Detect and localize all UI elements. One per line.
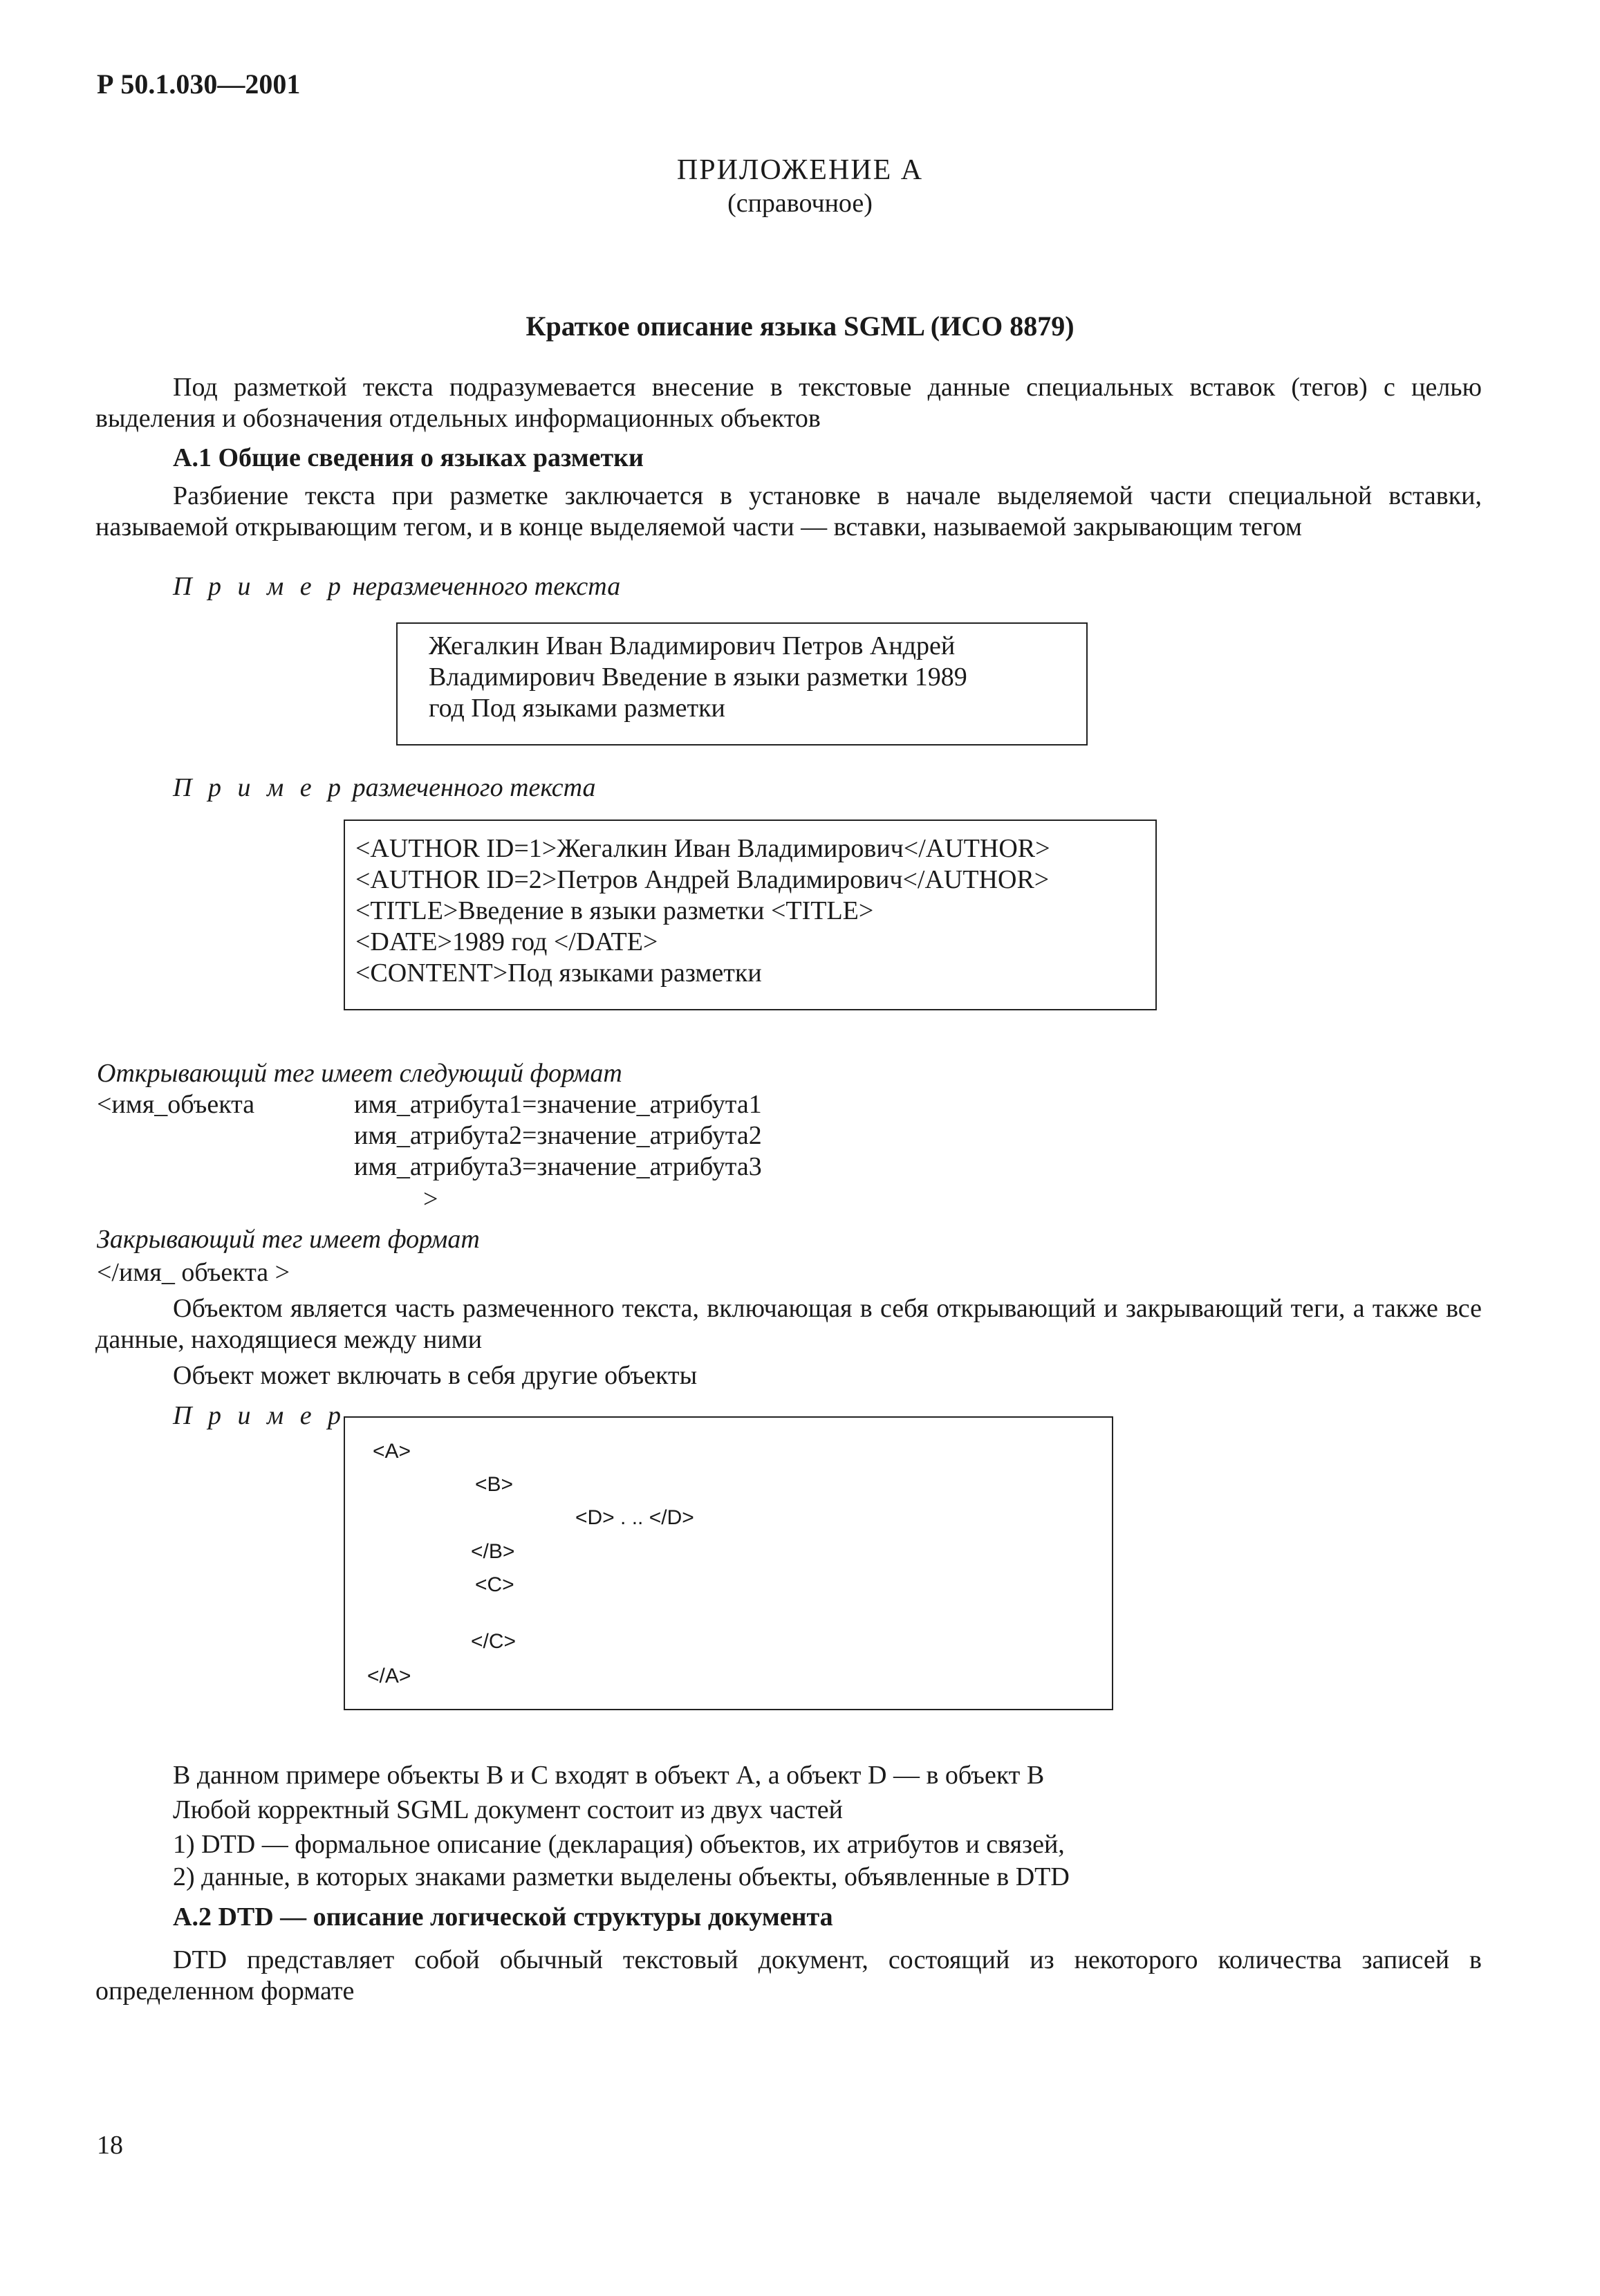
section-a1-heading: А.1 Общие сведения о языках разметки (173, 443, 644, 472)
example3-tag: <C> (475, 1573, 514, 1596)
example3-tag: </B> (471, 1540, 515, 1563)
example2-box (344, 820, 1157, 1010)
example1-line: Жегалкин Иван Владимирович Петров Андрей (429, 631, 956, 660)
after-example-line: Любой корректный SGML документ состоит из двух частей (173, 1795, 843, 1824)
example3-tag: <D> . .. </D> (575, 1506, 694, 1529)
example1-line: Владимирович Введение в языки разметки 1989 (429, 663, 967, 692)
main-title: Краткое описание языка SGML (ИСО 8879) (525, 311, 1075, 342)
standard-code: Р 50.1.030—2001 (97, 68, 301, 100)
example2-line: <AUTHOR ID=2>Петров Андрей Владимирович</AUTHOR> (355, 865, 1050, 894)
object-definition: Объектом является часть размеченного текста, включающая в себя открывающий и закрывающий теги, а также все данные, находящиеся между ними (95, 1294, 1482, 1354)
example3-tag: </A> (367, 1665, 411, 1687)
close-tag-format: </имя_ объекта > (97, 1258, 290, 1287)
example2-label (173, 772, 596, 803)
example2-line: <DATE>1989 год </DATE> (355, 927, 658, 956)
example3-label: П р и м е р (173, 1401, 346, 1430)
open-tag-name: <имя_объекта (97, 1090, 255, 1119)
section-a2-heading: А.2 DTD — описание логической структуры документа (173, 1902, 833, 1932)
after-example-line: В данном примере объекты В и С входят в объект А, а объект D — в объект В (173, 1761, 1045, 1790)
open-tag-attr: имя_атрибута1=значение_атрибута1 (354, 1090, 762, 1119)
section-a2-paragraph: DTD представляет собой обычный текстовый документ, состоящий из некоторого количества записей в определенном формате (95, 1945, 1482, 2006)
open-tag-attr: имя_атрибута3=значение_атрибута3 (354, 1152, 762, 1181)
example1-box (396, 622, 1088, 746)
example2-label-rest: размеченного текста (352, 773, 596, 802)
example1-line: год Под языками разметки (429, 694, 725, 723)
example2-line: <CONTENT>Под языками разметки (355, 959, 762, 988)
example3-tag: <A> (373, 1440, 411, 1463)
appendix-title: ПРИЛОЖЕНИЕ А (676, 154, 924, 186)
example1-label (173, 571, 620, 602)
appendix-subtitle: (справочное) (727, 189, 873, 218)
open-tag-attr: имя_атрибута2=значение_атрибута2 (354, 1121, 762, 1150)
example3-tag: <B> (475, 1473, 514, 1496)
example3-box (344, 1416, 1113, 1710)
after-example-line: 2) данные, в которых знаками разметки выделены объекты, объявленные в DTD (173, 1862, 1070, 1891)
example1-label-rest: неразмеченного текста (352, 572, 621, 601)
example2-line: <TITLE>Введение в языки разметки <TITLE> (355, 896, 874, 925)
section-a1-paragraph: Разбиение текста при разметке заключается в установке в начале выделяемой части специальной вставки, называемой открывающим тегом, и в конце выделяемой части — вставки, называемой закрывающим тегом (95, 481, 1482, 541)
open-tag-close: > (423, 1185, 438, 1214)
page-number: 18 (97, 2131, 123, 2160)
example3-tag: </C> (471, 1630, 517, 1653)
intro-paragraph: Под разметкой текста подразумевается внесение в текстовые данные специальных вставок (тегов) с целью выделения и обозначения отдельных информационных объектов (95, 373, 1482, 433)
example2-label-prefix: П р и м е р (173, 773, 346, 802)
after-example-line: 1) DTD — формальное описание (декларация) объектов, их атрибутов и связей, (173, 1830, 1065, 1859)
open-tag-caption: Открывающий тег имеет следующий формат (97, 1059, 622, 1088)
close-tag-caption: Закрывающий тег имеет формат (97, 1225, 480, 1254)
example1-label-prefix: П р и м е р (173, 572, 346, 601)
object-nesting: Объект может включать в себя другие объекты (173, 1361, 698, 1390)
example2-line: <AUTHOR ID=1>Жегалкин Иван Владимирович</AUTHOR> (355, 834, 1050, 863)
